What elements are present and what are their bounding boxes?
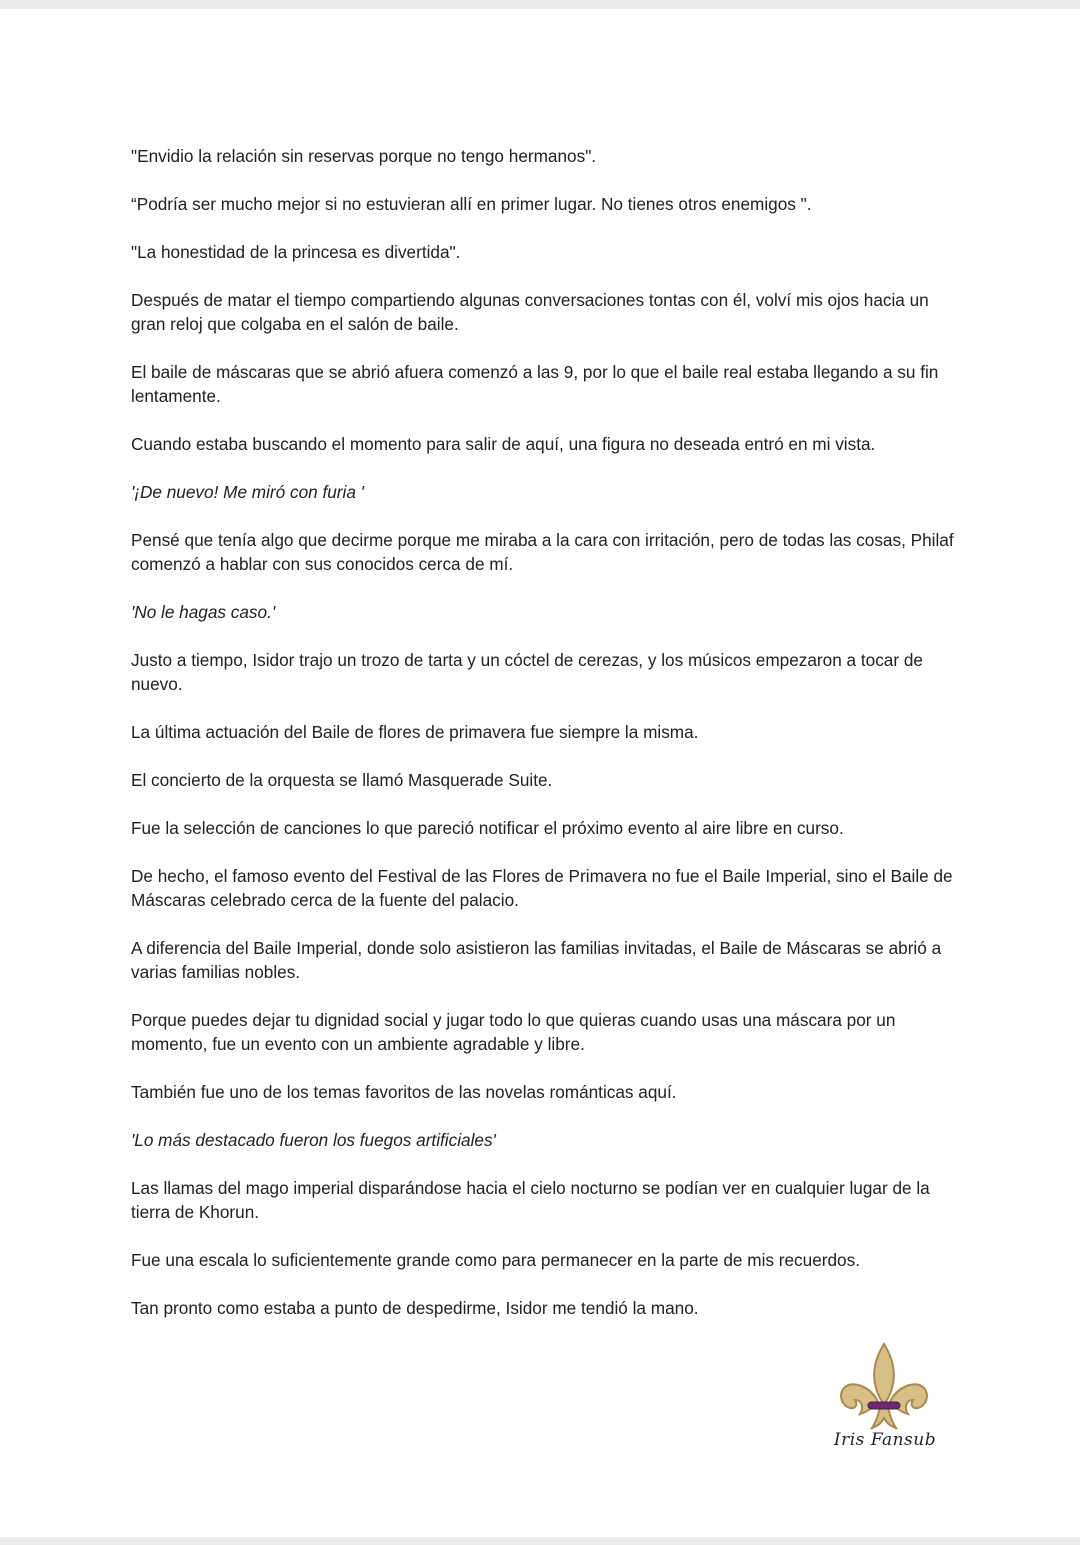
paragraph: Pensé que tenía algo que decirme porque me miraba a la cara con irritación, pero de todas las cosas, Philaf comenzó a hablar con sus conocidos cerca de mí. bbox=[131, 530, 954, 574]
paragraph: Cuando estaba buscando el momento para salir de aquí, una figura no deseada entró en mi vista. bbox=[131, 434, 876, 454]
paragraph: Fue una escala lo suficientemente grande como para permanecer en la parte de mis recuerdos. bbox=[131, 1250, 860, 1270]
paragraph: Fue la selección de canciones lo que pareció notificar el próximo evento al aire libre en curso. bbox=[131, 818, 844, 838]
paragraph: "La honestidad de la princesa es divertida". bbox=[131, 242, 461, 262]
top-page-edge bbox=[0, 0, 1080, 9]
paragraph-thought: '¡De nuevo! Me miró con furia ' bbox=[131, 482, 364, 502]
paragraph-thought: 'Lo más destacado fueron los fuegos artificiales' bbox=[131, 1130, 496, 1150]
bottom-page-edge bbox=[0, 1537, 1080, 1545]
paragraph: "Envidio la relación sin reservas porque no tengo hermanos". bbox=[131, 146, 597, 166]
paragraph: La última actuación del Baile de flores de primavera fue siempre la misma. bbox=[131, 722, 699, 742]
fleur-de-lis-icon bbox=[838, 1342, 930, 1432]
document-body bbox=[131, 144, 956, 1344]
paragraph: Porque puedes dejar tu dignidad social y jugar todo lo que quieras cuando usas una máscara por un momento, fue un evento con un ambiente agradable y libre. bbox=[131, 1010, 896, 1054]
paragraph: También fue uno de los temas favoritos de las novelas románticas aquí. bbox=[131, 1082, 677, 1102]
paragraph: El concierto de la orquesta se llamó Masquerade Suite. bbox=[131, 770, 553, 790]
paragraph: Justo a tiempo, Isidor trajo un trozo de tarta y un cóctel de cerezas, y los músicos empezaron a tocar de nuevo. bbox=[131, 650, 923, 694]
paragraph: De hecho, el famoso evento del Festival de las Flores de Primavera no fue el Baile Imperial, sino el Baile de Máscaras celebrado cerca de la fuente del palacio. bbox=[131, 866, 953, 910]
paragraph: Después de matar el tiempo compartiendo algunas conversaciones tontas con él, volví mis ojos hacia un gran reloj que colgaba en el salón de baile. bbox=[131, 290, 929, 334]
paragraph: Tan pronto como estaba a punto de despedirme, Isidor me tendió la mano. bbox=[131, 1298, 699, 1318]
paragraph: El baile de máscaras que se abrió afuera comenzó a las 9, por lo que el baile real estaba llegando a su fin lentamente. bbox=[131, 362, 939, 406]
paragraph: Las llamas del mago imperial disparándose hacia el cielo nocturno se podían ver en cualquier lugar de la tierra de Khorun. bbox=[131, 1178, 930, 1222]
logo-text: Iris Fansub bbox=[833, 1430, 937, 1450]
paragraph-thought: 'No le hagas caso.' bbox=[131, 602, 276, 622]
paragraph: A diferencia del Baile Imperial, donde solo asistieron las familias invitadas, el Baile de Máscaras se abrió a varias familias nobles. bbox=[131, 938, 942, 982]
paragraph: “Podría ser mucho mejor si no estuvieran allí en primer lugar. No tienes otros enemigos ". bbox=[131, 194, 812, 214]
watermark-logo bbox=[830, 1342, 940, 1462]
